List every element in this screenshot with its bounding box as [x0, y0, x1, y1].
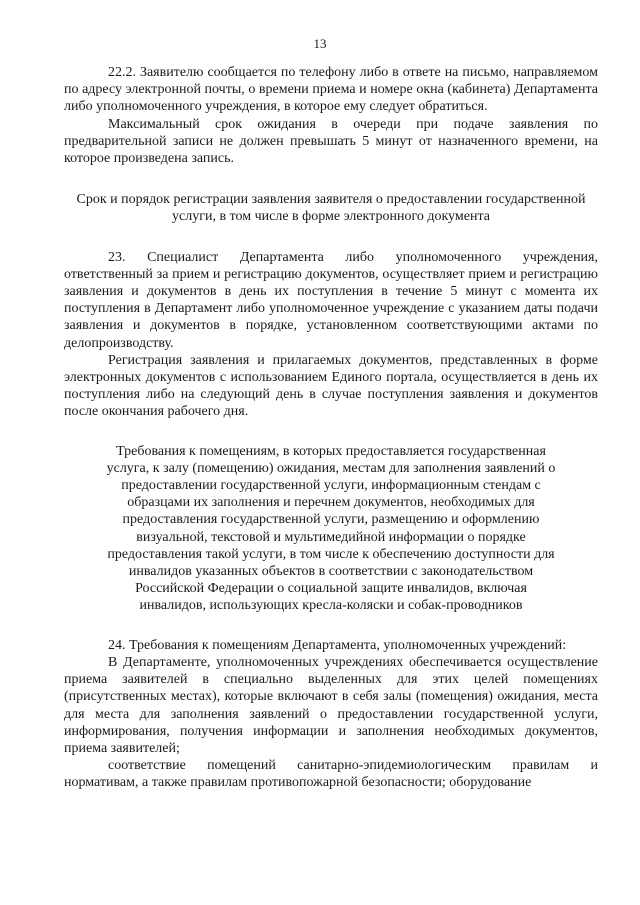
page-number: 13: [313, 36, 327, 51]
paragraph-electronic-registration: Регистрация заявления и прилагаемых документов, представленных в форме электронных документов с использованием Единого портала, осуществляется в день их поступления либо на следующий день в случае поступления заявления и документов после окончания рабочего дня.: [64, 352, 598, 420]
section-heading-registration: Срок и порядок регистрации заявления заявителя о предоставлении государственной услуги, в том числе в форме электронного документа: [76, 192, 586, 225]
paragraph-reception-premises: В Департаменте, уполномоченных учреждениях обеспечивается осуществление приема заявителей в специально выделенных для этих целей помещениях (присутственных местах), которые включают в себя залы (помещения) ожидания, места для места для заполнения заявлений о предоставлении государственной услуги, информирования, получения информации и заполнения необходимых документов, приема заявителей;: [64, 654, 598, 756]
paragraph-23: 23. Специалист Департамента либо уполномоченного учреждения, ответственный за прием и регистрацию документов, осуществляет прием и регистрацию заявления и документов в день их поступления в течение 5 минут с момента их поступления в Департамент либо уполномоченное учреждение с указанием даты подачи заявления и документов в порядке, установленном соответствующими актами по делопроизводству.: [64, 249, 598, 351]
paragraph-sanitary-compliance: соответствие помещений санитарно-эпидемиологическим правилам и нормативам, а также правилам противопожарной безопасности; оборудование: [64, 758, 598, 791]
paragraph-24: 24. Требования к помещениям Департамента, уполномоченных учреждений:: [108, 637, 567, 653]
section-heading-premises-requirements: Требования к помещениям, в которых предоставляется государственная услуга, к залу (помещению) ожидания, местам для заполнения заявлений о предоставлении государственной услуги, информационным стендам с образцами их заполнения и перечнем документов, необходимых для предоставления государственной услуги, размещению и оформлению визуальной, текстовой и мультимедийной информации о порядке предоставления такой услуги, в том числе к обеспечению доступности для инвалидов указанных объектов в соответствии с законодательством Российской Федерации о социальной защите инвалидов, включая инвалидов, использующих кресла-коляски и собак-проводников: [106, 443, 556, 614]
paragraph-max-wait: Максимальный срок ожидания в очереди при подаче заявления по предварительной записи не должен превышать 5 минут от назначенного времени, на которое произведена запись.: [64, 116, 598, 167]
paragraph-22-2: 22.2. Заявителю сообщается по телефону либо в ответе на письмо, направляемом по адресу электронной почты, о времени приема и номере окна (кабинета) Департамента либо уполномоченного учреждения, в которое ему следует обратиться.: [64, 65, 598, 115]
document-body: [64, 64, 598, 792]
